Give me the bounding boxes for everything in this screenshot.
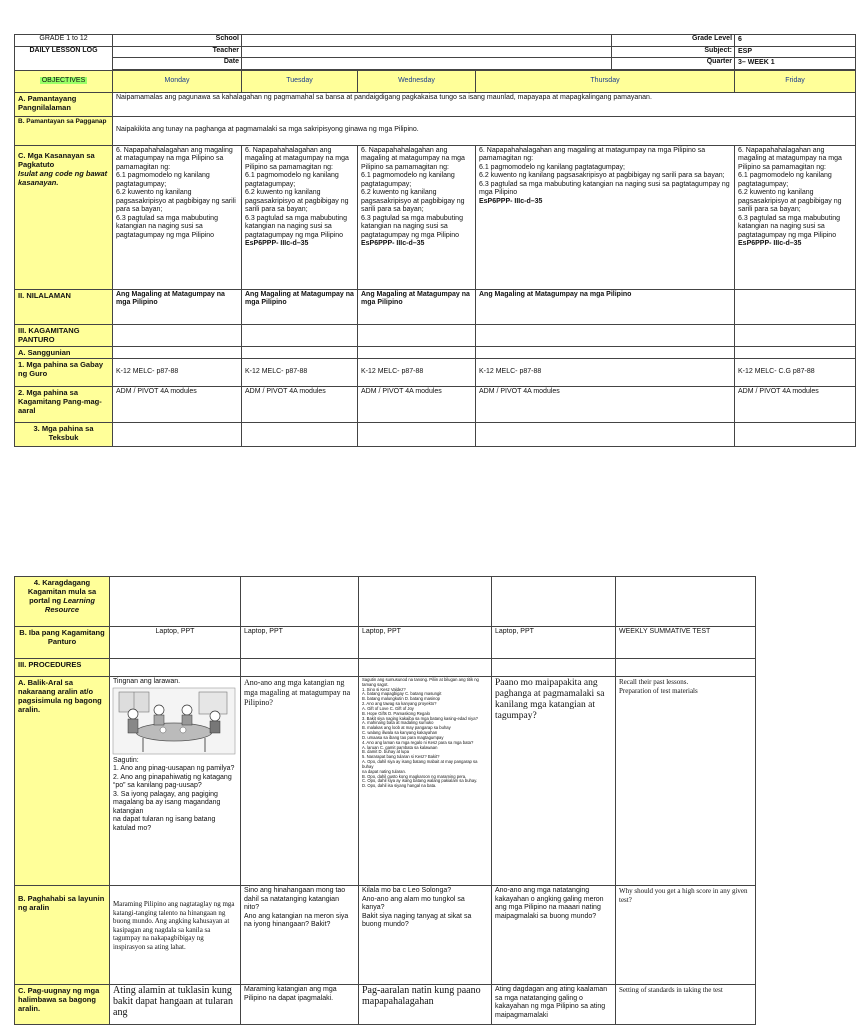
review-monday (110, 677, 241, 886)
review-friday: Recall their past lessons. Preparation of test materials (616, 677, 756, 886)
school-value (242, 35, 612, 47)
purpose-thursday: Ano-ano ang mga natatanging kakayahan o angking galing meron ang mga Pilipino na maaari nating maipagmalaki sa buong mundo? (492, 886, 616, 985)
day-header-friday: Friday (735, 70, 856, 92)
grade-level-value: 6 (735, 35, 856, 47)
lesson-log-table-bottom (14, 576, 756, 1025)
lesson-log-title: DAILY LESSON LOG (15, 46, 113, 70)
row-label-kasanayan (15, 145, 113, 289)
other-materials-thursday: Laptop, PPT (492, 627, 616, 659)
row-label-pag-uugnay: C. Pag-uugnay ng mga halimbawa sa bagong aralin. (15, 985, 110, 1025)
competency-friday (735, 145, 856, 289)
row-label-kagamitang-panturo: III. KAGAMITANG PANTURO (15, 324, 113, 346)
row-label-pamantayang-pangnilalaman: A. Pamantayang Pangnilalaman (15, 92, 113, 116)
learning-resource-italic: Learning Resource (44, 596, 95, 615)
teacher-label: Teacher (113, 46, 242, 58)
row-label-paghahabi: B. Paghahabi sa layunin ng aralin (15, 886, 110, 985)
review-thursday: Paano mo maipapakita ang paghanga at pagmamalaki sa kanilang mga katangian at tagumpay? (492, 677, 616, 886)
examples-tuesday: Maraming katangian ang mga Pilipino na dapat ipagmalaki. (241, 985, 359, 1025)
examples-monday: Ating alamin at tuklasin kung bakit dapat hangaan at tularan ang (110, 985, 241, 1025)
competency-wednesday (358, 145, 476, 289)
performance-standard: Naipakikita ang tunay na paghanga at pagmamalaki sa mga sakripisyong ginawa ng mga Pilipino. (113, 116, 856, 145)
learner-materials-thursday: ADM / PIVOT 4A modules (476, 386, 735, 422)
row-label-learning-resource (15, 577, 110, 627)
review-instruction: Tingnan ang larawan. (113, 678, 181, 685)
lesson-log-table-top (14, 34, 856, 447)
grade-line: GRADE 1 to 12 (15, 35, 113, 47)
competency-thursday (476, 145, 735, 289)
purpose-wednesday: Kilala mo ba c Leo Solonga? Ano-ano ang alam mo tungkol sa kanya? Bakit siya naging tanyag at sikat sa buong mundo? (359, 886, 492, 985)
competency-code: EsP6PPP- IIIc-d–35 (738, 240, 802, 248)
row-label-gabay-ng-guro: 1. Mga pahina sa Gabay ng Guro (15, 358, 113, 386)
school-label: School (113, 35, 242, 47)
other-materials-friday: WEEKLY SUMMATIVE TEST (616, 627, 756, 659)
competency-tuesday (242, 145, 358, 289)
guide-pages-thursday: K-12 MELC- p87-88 (476, 358, 735, 386)
row-label-procedures: III. PROCEDURES (15, 659, 110, 677)
row-label-iba-pang-kagamitan: B. Iba pang Kagamitang Panturo (15, 627, 110, 659)
review-questions: Sagutin: 1. Ano ang pinag-uusapan ng pamilya? 2. Ano ang pinapahiwatig ng katagang “po” sa kanilang pag-uusap? 3. Sa iyong palagay, ang pagiging magalang ba ay isang magandang katangian na dapat tularan ng isang batang katulad mo? (113, 756, 235, 832)
content-thursday: Ang Magaling at Matagumpay na mga Pilipino (476, 289, 735, 324)
learning-resource-label: 4. Karagdagang Kagamitan mula sa portal ng (27, 578, 97, 606)
content-monday: Ang Magaling at Matagumpay na mga Pilipino (113, 289, 242, 324)
row-label-kagamitang-pang-mag-aaral: 2. Mga pahina sa Kagamitang Pang-mag-aaral (15, 386, 113, 422)
row-label-nilalaman: II. NILALAMAN (15, 289, 113, 324)
content-standard: Naipamamalas ang pagunawa sa kahalagahan ng pagmamahal sa bansa at pandaigdigang pagkakaisa tungo sa isang maunlad, mapayapa at mapagkalingang pamayanan. (113, 92, 856, 116)
grade-level-label: Grade Level (612, 35, 735, 47)
purpose-tuesday: Sino ang hinahangaan mong tao dahil sa natatanging katangian nito? Ano ang katangian na meron siya na iyong hinangaan? Bakit? (241, 886, 359, 985)
date-label: Date (113, 58, 242, 70)
competency-text: 6. Napapahahalagahan ang magaling at matagumpay na mga Pilipino sa pamamagitan ng: 6.1 pagmomodelo ng kanilang pagtatagumpay; 6.2 kuwento ng kanilang pagsasakripisyo at pagbibigay ng sarili para sa bayan; 6.3 pagtulad sa mga mabubuting katangian na naging susi sa pagtatagumpay ng mga Pilipino (361, 146, 465, 239)
content-wednesday: Ang Magaling at Matagumpay na mga Pilipino (358, 289, 476, 324)
day-header-monday: Monday (113, 70, 242, 92)
learner-materials-friday: ADM / PIVOT 4A modules (735, 386, 856, 422)
kasanayan-label: C. Mga Kasanayan sa Pagkatuto (18, 150, 95, 169)
row-label-teksbuk: 3. Mga pahina sa Teksbuk (15, 422, 113, 446)
competency-monday (113, 145, 242, 289)
content-friday (735, 289, 856, 324)
competency-text: 6. Napapahahalagahan ang magaling at matagumpay na mga Pilipino sa pamamagitan ng: 6.1 pagmomodelo ng kanilang pagtatagumpay; 6.2 kuwento ng kanilang pagsasakripisyo at pagbibigay ng sarili para sa bayan; 6.3 pagtulad sa mga mabubuting katangian na naging susi sa pagtatagumpay ng mga Pilipino (245, 146, 349, 239)
other-materials-tuesday: Laptop, PPT (241, 627, 359, 659)
subject-label: Subject: (612, 46, 735, 58)
review-tuesday: Ano-ano ang mga katangian ng mga magaling at matagumpay na Pilipino? (241, 677, 359, 886)
subject-value: ESP (735, 46, 856, 58)
other-materials-monday: Laptop, PPT (110, 627, 241, 659)
competency-code: EsP6PPP- IIIc-d–35 (361, 240, 425, 248)
examples-friday: Setting of standards in taking the test (616, 985, 756, 1025)
kasanayan-instruction: Isulat ang code ng bawat kasanayan. (18, 168, 108, 188)
competency-text: 6. Napapahahalagahan ang magaling at matagumpay na mga Pilipino sa pamamagitan ng: 6.1 pagmomodelo ng kanilang pagtatagumpay; 6.2 kuwento ng kanilang pagsasakripisyo at pagbibigay ng sarili para sa bayan; 6.3 pagtulad sa mga mabubuting katangian na naging susi sa pagtatagumpay ng mga Pilipino (738, 146, 842, 239)
content-tuesday: Ang Magaling at Matagumpay na mga Pilipino (242, 289, 358, 324)
quarter-value: 3– WEEK 1 (735, 58, 856, 70)
competency-code: EsP6PPP- IIIc-d–35 (245, 240, 309, 248)
quarter-label: Quarter (612, 58, 735, 70)
learner-materials-monday: ADM / PIVOT 4A modules (113, 386, 242, 422)
review-wednesday: Sagutin ang sumusunod na tanong. Piliin at bilugan ang titik ng tamang sagot. 1. Sino si Kesz Valdez? A. batang mapagbigay C. batang masungit B. batang malungkutin D. batang masinop 2. Ano ang tawag sa kanyang proyekto? A. Gift of Love C. Gift of Joy B. Hope Gifts D. Pamaskong Regalo 3. Bakit siya naging kakaiba sa mga batang kasing-edad niya? A. mahinang bata at madaling sumuko B. malakas ang loob at may pangarap sa buhay C. walang iliwala sa kanyang kakayahan D. umaasa sa ibang tao para magtagumpay 4. Ano ang laman sa mga regalo ni Kesz para sa mga bata? A. laruan C. gamit pambata sa kalawaan B. damit D. buhay at lupa 5. Nararapat bang tularan si Kesz? Bakit? A. Opo, dahil siya ay isang batang mabait at may pangarap sa buhay na dapat nating tularan. B. Opo, dahil gusto kong magkaroon ng maraming pera. C. Opo, dahil siya ay isang batang walang pakialam sa buhay. D. Opo, dahil isa siyang hangal na bata. (359, 677, 492, 886)
row-label-pamantayan-sa-pagganap: B. Pamantayan sa Pagganap (15, 116, 113, 145)
other-materials-wednesday: Laptop, PPT (359, 627, 492, 659)
objectives-header: OBJECTIVES (15, 70, 113, 92)
guide-pages-wednesday: K-12 MELC- p87-88 (358, 358, 476, 386)
guide-pages-friday: K-12 MELC- C.G p87-88 (735, 358, 856, 386)
teacher-value (242, 46, 612, 58)
examples-wednesday: Pag-aaralan natin kung paano mapapahalagahan (359, 985, 492, 1025)
day-header-thursday: Thursday (476, 70, 735, 92)
learner-materials-wednesday: ADM / PIVOT 4A modules (358, 386, 476, 422)
family-illustration (113, 688, 235, 754)
purpose-friday: Why should you get a high score in any given test? (616, 886, 756, 985)
guide-pages-monday: K-12 MELC- p87-88 (113, 358, 242, 386)
day-header-tuesday: Tuesday (242, 70, 358, 92)
row-label-sanggunian: A. Sanggunian (15, 346, 113, 358)
examples-thursday: Ating dagdagan ang ating kaalaman sa mga natatanging galing o kakayahan ng mga Pilipino sa ating maipagmamalaki (492, 985, 616, 1025)
guide-pages-tuesday: K-12 MELC- p87-88 (242, 358, 358, 386)
purpose-monday: Maraming Pilipino ang nagtataglay ng mga katangi-tanging talento na hinangaan ng buong mundo. Ang angking kahusayan at kasipagan ang nagdala sa kanila sa tagumpay na nakapagbibigay ng inspirasyon sa ating lahat. (110, 886, 241, 985)
day-header-wednesday: Wednesday (358, 70, 476, 92)
competency-code: EsP6PPP- IIIc-d–35 (479, 197, 543, 205)
competency-text: 6. Napapahahalagahan ang magaling at matagumpay na mga Pilipino sa pamamagitan ng: 6.1 pagmomodelo ng kanilang pagtatagumpay; 6.2 kuwento ng kanilang pagsasakripisyo at pagbibigay ng sarili para sa bayan; 6.3 pagtulad sa mga mabubuting katangian na naging susi sa pagtatagumpay ng mga Pilipino (479, 146, 730, 197)
competency-text: 6. Napapahahalagahan ang magaling at matagumpay na mga Pilipino sa pamamagitan ng: 6.1 pagmomodelo ng kanilang pagtatagumpay; 6.2 kuwento ng kanilang pagsasakripisyo at pagbibigay ng sarili para sa bayan; 6.3 pagtulad sa mga mabubuting katangian na naging susi sa pagtatagumpay ng mga Pilipino (116, 146, 236, 239)
row-label-balik-aral: A. Balik-Aral sa nakaraang aralin at/o pagsisimula ng bagong aralin. (15, 677, 110, 886)
date-value (242, 58, 612, 70)
learner-materials-tuesday: ADM / PIVOT 4A modules (242, 386, 358, 422)
